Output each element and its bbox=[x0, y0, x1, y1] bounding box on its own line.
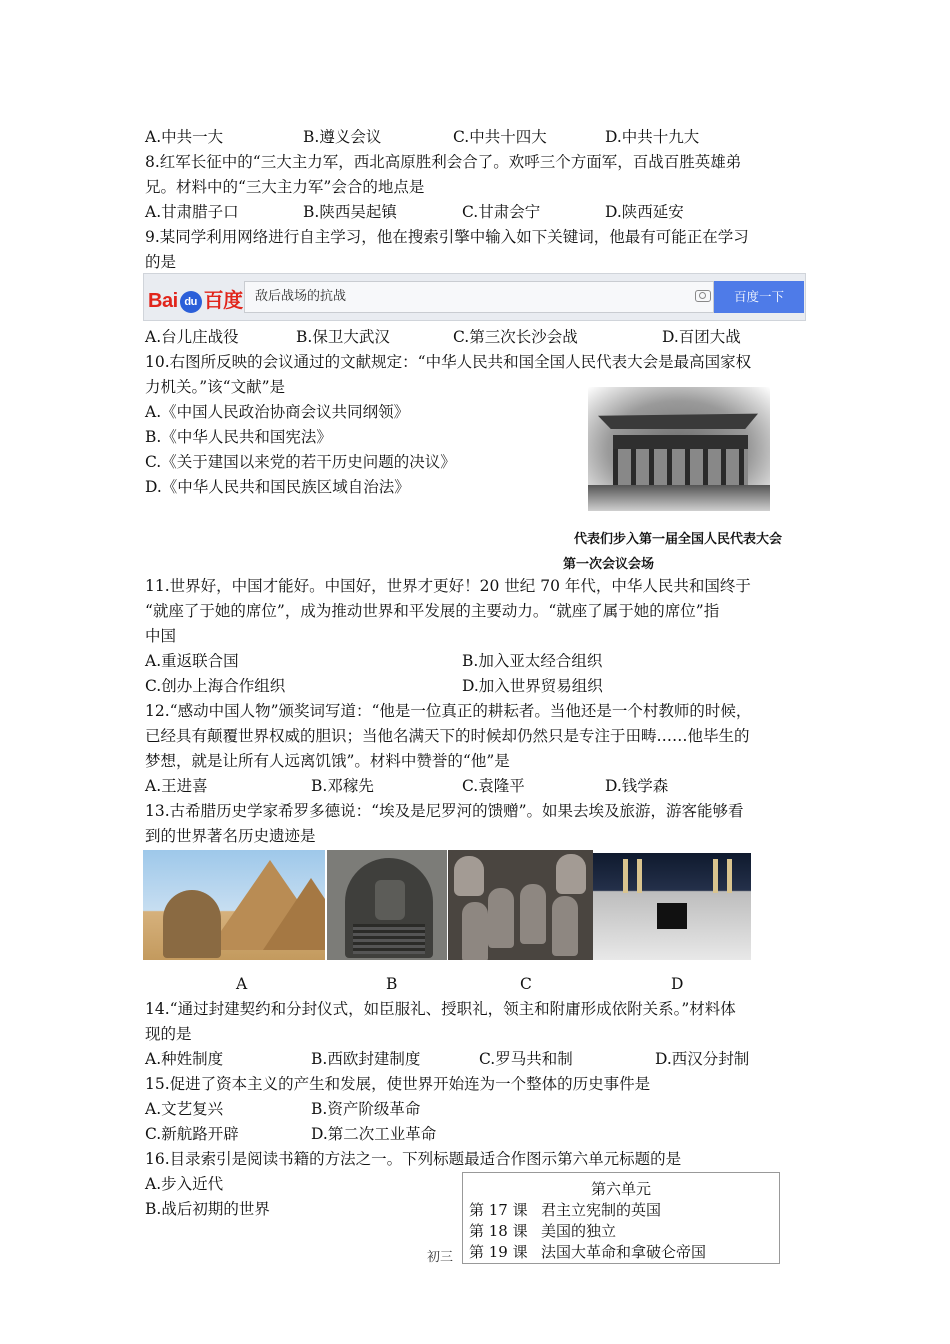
baidu-search-screenshot bbox=[143, 273, 806, 321]
q9-stem-line-2: 的是 bbox=[145, 253, 177, 271]
q15-option-b: B.资产阶级革命 bbox=[311, 1100, 421, 1118]
q7-option-b: B.遵义会议 bbox=[303, 128, 382, 146]
q10-option-c: C.《关于建国以来党的若干历史问题的决议》 bbox=[145, 453, 456, 471]
q14-option-d: D.西汉分封制 bbox=[655, 1050, 750, 1068]
q15-option-a: A.文艺复兴 bbox=[145, 1100, 224, 1118]
q12-stem-line-1: 12.“感动中国人物”颁奖词写道：“他是一位真正的耕耘者。当他还是一个村教师的时候， bbox=[145, 702, 752, 720]
q12-stem-line-3: 梦想，就是让所有人远离饥饿”。材料中赞誉的“他”是 bbox=[145, 752, 510, 770]
q10-option-a: A.《中国人民政治协商会议共同纲领》 bbox=[145, 403, 410, 421]
q11-option-d: D.加入世界贸易组织 bbox=[462, 677, 603, 695]
search-button: 百度一下 bbox=[714, 281, 804, 313]
q14-option-a: A.种姓制度 bbox=[145, 1050, 224, 1068]
q7-option-d: D.中共十九大 bbox=[605, 128, 700, 146]
q8-option-c: C.甘肃会宁 bbox=[462, 203, 541, 221]
terracotta-warriors-image bbox=[448, 850, 593, 960]
q13-label-a: A bbox=[236, 975, 248, 993]
q7-option-a: A.中共一大 bbox=[145, 128, 224, 146]
q14-stem-line-1: 14.“通过封建契约和分封仪式，如臣服礼、授职礼，领主和附庸形成依附关系。”材料体 bbox=[145, 1000, 736, 1018]
q8-option-d: D.陕西延安 bbox=[605, 203, 684, 221]
q8-stem-line-1: 8.红军长征中的“三大主力军，西北高原胜利会合了。欢呼三个方面军，百战百胜英雄弟 bbox=[145, 153, 742, 171]
q15-stem-line-1: 15.促进了资本主义的产生和发展，使世界开始连为一个整体的历史事件是 bbox=[145, 1075, 651, 1093]
q7-option-c: C.中共十四大 bbox=[453, 128, 547, 146]
q13-stem-line-1: 13.古希腊历史学家希罗多德说：“埃及是尼罗河的馈赠”。如果去埃及旅游，游客能够看 bbox=[145, 802, 744, 820]
search-input: 敌后战场的抗战 bbox=[244, 281, 714, 313]
mecca-kaaba-image bbox=[593, 853, 751, 960]
q10-stem-line-2: 力机关。”该“文献”是 bbox=[145, 378, 286, 396]
q16-option-a: A.步入近代 bbox=[145, 1175, 224, 1193]
q10-option-d: D.《中华人民共和国民族区域自治法》 bbox=[145, 478, 410, 496]
lesson-row: 第 17 课 君主立宪制的英国 bbox=[469, 1201, 662, 1219]
q8-option-b: B.陕西吴起镇 bbox=[303, 203, 397, 221]
lesson-row: 第 19 课 法国大革命和拿破仑帝国 bbox=[469, 1243, 707, 1261]
page-footer: 初三 bbox=[427, 1250, 454, 1265]
q13-label-d: D bbox=[671, 975, 684, 993]
q12-option-a: A.王进喜 bbox=[145, 777, 208, 795]
q14-stem-line-2: 现的是 bbox=[145, 1025, 192, 1043]
camera-icon bbox=[695, 290, 711, 302]
q15-option-c: C.新航路开辟 bbox=[145, 1125, 239, 1143]
q11-option-a: A.重返联合国 bbox=[145, 652, 239, 670]
q16-option-b: B.战后初期的世界 bbox=[145, 1200, 270, 1218]
q11-option-b: B.加入亚太经合组织 bbox=[462, 652, 603, 670]
q13-stem-line-2: 到的世界著名历史遗迹是 bbox=[145, 827, 316, 845]
q9-option-d: D.百团大战 bbox=[662, 328, 741, 346]
q11-stem-line-3: 中国 bbox=[145, 627, 177, 645]
q12-option-d: D.钱学森 bbox=[605, 777, 669, 795]
q12-option-b: B.邓稼先 bbox=[311, 777, 374, 795]
q15-option-d: D.第二次工业革命 bbox=[311, 1125, 437, 1143]
q9-option-a: A.台儿庄战役 bbox=[145, 328, 239, 346]
q11-option-c: C.创办上海合作组织 bbox=[145, 677, 286, 695]
q9-stem-line-1: 9.某同学利用网络进行自主学习，他在搜索引擎中输入如下关键词，他最有可能正在学习 bbox=[145, 228, 749, 246]
pyramids-sphinx-image bbox=[143, 850, 325, 960]
q14-option-b: B.西欧封建制度 bbox=[311, 1050, 421, 1068]
lesson-row: 第 18 课 美国的独立 bbox=[469, 1222, 617, 1240]
q10-stem-line-1: 10.右图所反映的会议通过的文献规定：“中华人民共和国全国人民代表大会是最高国家权 bbox=[145, 353, 752, 371]
q14-option-c: C.罗马共和制 bbox=[479, 1050, 573, 1068]
q9-option-b: B.保卫大武汉 bbox=[296, 328, 390, 346]
q10-option-b: B.《中华人民共和国宪法》 bbox=[145, 428, 332, 446]
q11-stem-line-2: “就座了于她的席位”，成为推动世界和平发展的主要动力。“就座了属于她的席位”指 bbox=[145, 602, 720, 620]
q9-option-c: C.第三次长沙会战 bbox=[453, 328, 578, 346]
q8-option-a: A.甘肃腊子口 bbox=[145, 203, 239, 221]
q12-stem-line-2: 已经具有颠覆世界权威的胆识；当他名满天下的时候却仍然只是专注于田畴……他毕生的 bbox=[145, 727, 750, 745]
q16-stem-line-1: 16.目录索引是阅读书籍的方法之一。下列标题最适合作图示第六单元标题的是 bbox=[145, 1150, 682, 1168]
unit-title: 第六单元 bbox=[590, 1180, 651, 1198]
npc-hall-photo bbox=[588, 387, 770, 511]
photo-caption-line-2: 第一次会议会场 bbox=[563, 557, 655, 572]
q13-label-b: B bbox=[386, 975, 398, 993]
photo-caption-line-1: 代表们步入第一届全国人民代表大会 bbox=[574, 532, 783, 547]
q13-label-c: C bbox=[520, 975, 532, 993]
hammurabi-code-stele-image bbox=[327, 850, 447, 960]
unit-contents-box bbox=[462, 1172, 780, 1264]
q12-option-c: C.袁隆平 bbox=[462, 777, 525, 795]
baidu-logo: Bai du 百度 bbox=[148, 290, 243, 312]
q8-stem-line-2: 兄。材料中的“三大主力军”会合的地点是 bbox=[145, 178, 425, 196]
q11-stem-line-1: 11.世界好，中国才能好。中国好，世界才更好！20 世纪 70 年代，中华人民共和国终于 bbox=[145, 577, 751, 595]
